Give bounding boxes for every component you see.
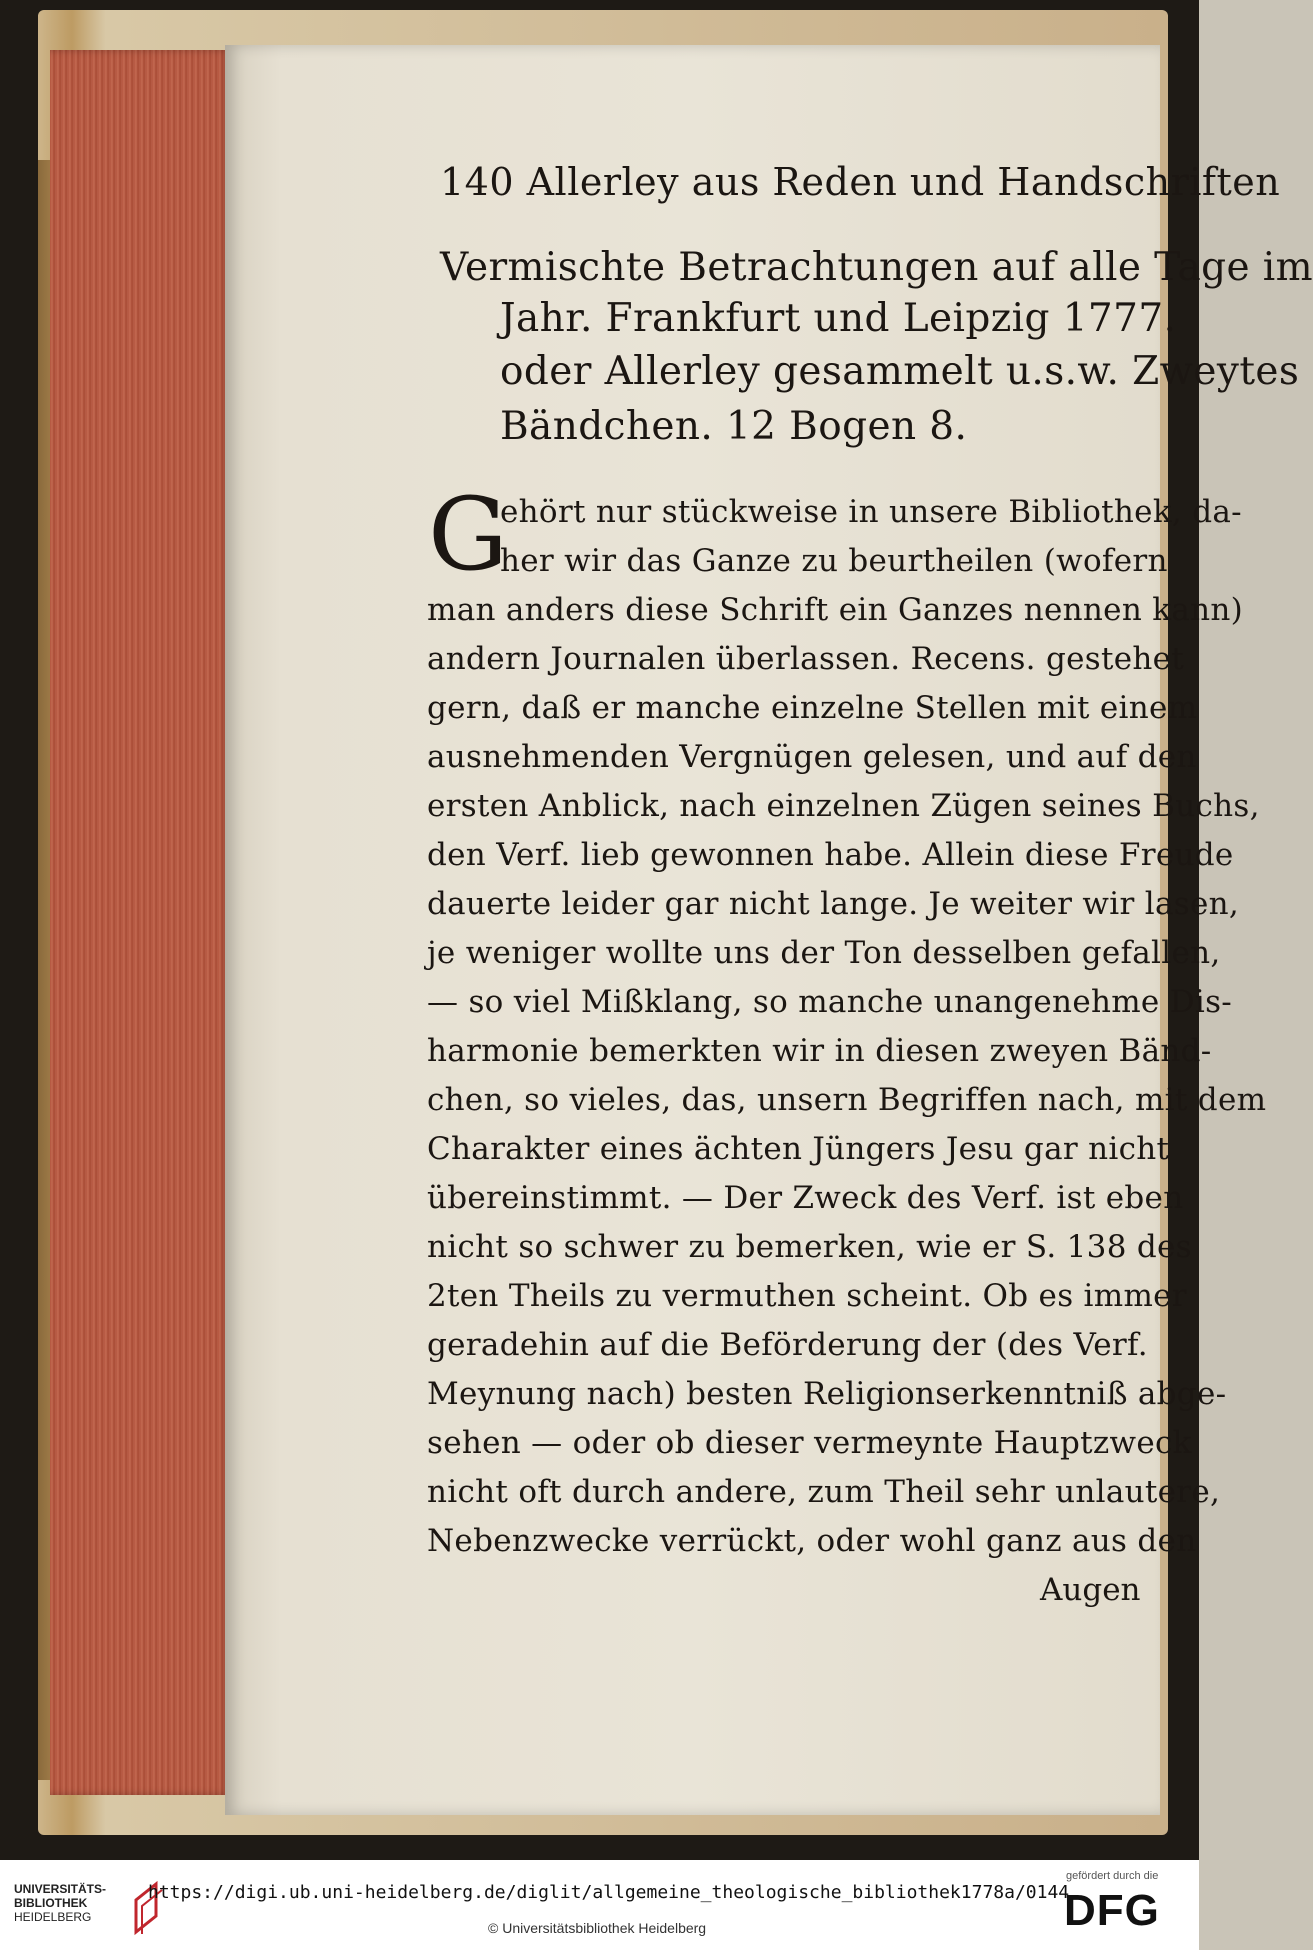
title-line: Jahr. Frankfurt und Leipzig 1777. [500, 296, 1177, 341]
body-line: je weniger wollte uns der Ton desselben gefallen, [427, 935, 1221, 971]
viewer-footer [0, 1860, 1199, 1950]
funder-note: gefördert durch die [1066, 1870, 1159, 1882]
running-head: 140 Allerley aus Reden und Handschriften [440, 160, 1281, 204]
body-line: 2ten Theils zu vermuthen scheint. Ob es immer [427, 1278, 1187, 1314]
title-line: Vermischte Betrachtungen auf alle Tage im [440, 245, 1313, 290]
library-name-line: UNIVERSITÄTS- [14, 1882, 107, 1896]
title-line: oder Allerley gesammelt u.s.w. Zweytes [500, 349, 1300, 394]
library-logo[interactable] [14, 1878, 164, 1938]
dfg-logo[interactable]: DFG [1064, 1886, 1160, 1935]
catchword: Augen [1040, 1572, 1141, 1608]
body-line: sehen — oder ob dieser vermeynte Hauptzweck [427, 1425, 1192, 1461]
red-page-edges [50, 50, 232, 1795]
body-line: — so viel Mißklang, so manche unangenehme Dis- [427, 984, 1233, 1020]
body-line: Nebenzwecke verrückt, oder wohl ganz aus den [427, 1523, 1197, 1559]
body-line: harmonie bemerkten wir in diesen zweyen Bänd- [427, 1033, 1212, 1069]
body-line: andern Journalen überlassen. Recens. gestehet [427, 641, 1185, 677]
body-line: Meynung nach) besten Religionserkenntniß abge- [427, 1376, 1227, 1412]
body-line: ehört nur stückweise in unsere Bibliothek, da- [500, 494, 1242, 530]
title-line: Bändchen. 12 Bogen 8. [500, 404, 968, 449]
permalink-url[interactable]: https://digi.ub.uni-heidelberg.de/diglit/allgemeine_theologische_bibliothek1778a/0144 [148, 1882, 1070, 1903]
body-line: chen, so vieles, das, unsern Begriffen nach, mit dem [427, 1082, 1267, 1118]
body-line: nicht so schwer zu bemerken, wie er S. 138 des [427, 1229, 1192, 1265]
body-line: gern, daß er manche einzelne Stellen mit einem [427, 690, 1198, 726]
body-line: geradehin auf die Beförderung der (des Verf. [427, 1327, 1148, 1363]
body-line: her wir das Ganze zu beurtheilen (wofern [500, 543, 1168, 579]
drop-capital: G [428, 476, 508, 593]
copyright-notice: © Universitätsbibliothek Heidelberg [488, 1920, 707, 1936]
body-line: ausnehmenden Vergnügen gelesen, und auf den [427, 739, 1197, 775]
body-line: den Verf. lieb gewonnen habe. Allein diese Freude [427, 837, 1234, 873]
body-line: übereinstimmt. — Der Zweck des Verf. ist eben [427, 1180, 1184, 1216]
library-name-line: HEIDELBERG [14, 1910, 92, 1924]
body-line: dauerte leider gar nicht lange. Je weiter wir lasen, [427, 886, 1240, 922]
body-line: man anders diese Schrift ein Ganzes nennen kann) [427, 592, 1244, 628]
body-line: ersten Anblick, nach einzelnen Zügen seines Buchs, [427, 788, 1260, 824]
body-line: nicht oft durch andere, zum Theil sehr unlautere, [427, 1474, 1221, 1510]
library-name-line: BIBLIOTHEK [14, 1896, 88, 1910]
body-line: Charakter eines ächten Jüngers Jesu gar nicht [427, 1131, 1170, 1167]
